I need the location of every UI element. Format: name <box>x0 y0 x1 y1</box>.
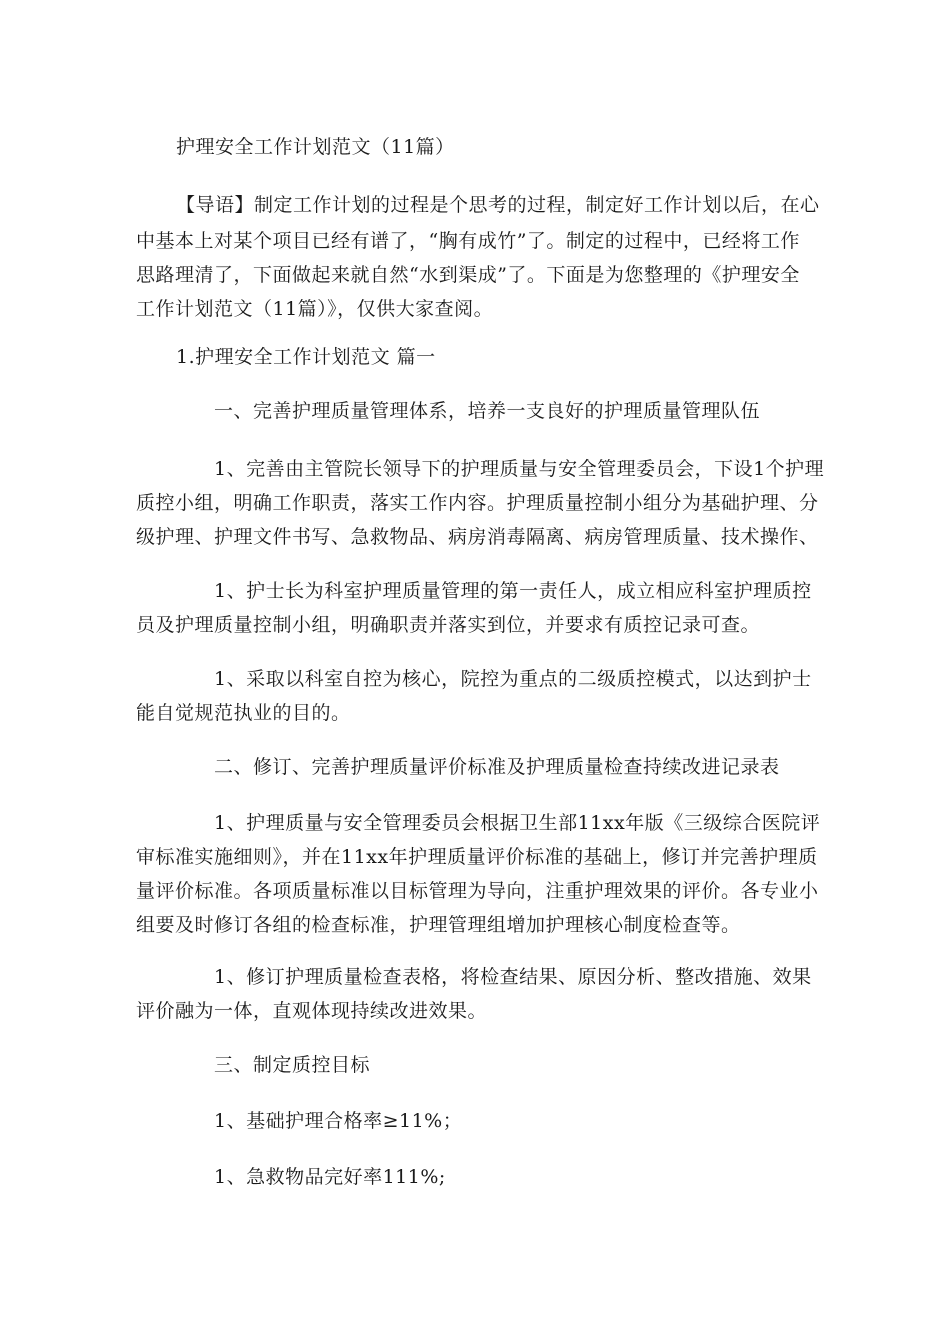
intro-line: 中基本上对某个项目已经有谱了，“胸有成竹”了。制定的过程中，已经将工作 <box>136 230 800 252</box>
paragraph-line: 1、护士长为科室护理质量管理的第一责任人，成立相应科室护理质控 <box>214 580 812 602</box>
paragraph-line: 1、采取以科室自控为核心，院控为重点的二级质控模式，以达到护士 <box>214 668 812 690</box>
paragraph-line: 1、修订护理质量检查表格，将检查结果、原因分析、整改措施、效果 <box>214 966 812 988</box>
paragraph-line: 评价融为一体，直观体现持续改进效果。 <box>136 1000 488 1022</box>
intro-line: 思路理清了，下面做起来就自然“水到渠成”了。下面是为您整理的《护理安全 <box>136 264 800 286</box>
list-item: 1、基础护理合格率≥11%； <box>214 1110 463 1132</box>
paragraph-line: 1、完善由主管院长领导下的护理质量与安全管理委员会，下设1个护理 <box>214 458 825 480</box>
part3-heading: 三、制定质控目标 <box>214 1054 371 1076</box>
paragraph-line: 量评价标准。各项质量标准以目标管理为导向，注重护理效果的评价。各专业小 <box>136 880 819 902</box>
paragraph-line: 级护理、护理文件书写、急救物品、病房消毒隔离、病房管理质量、技术操作、 <box>136 526 819 548</box>
paragraph-line: 1、护理质量与安全管理委员会根据卫生部11xx年版《三级综合医院评 <box>214 812 821 834</box>
paragraph-line: 能自觉规范执业的目的。 <box>136 702 351 724</box>
paragraph-line: 组要及时修订各组的检查标准，护理管理组增加护理核心制度检查等。 <box>136 914 741 936</box>
paragraph-line: 审标准实施细则》，并在11xx年护理质量评价标准的基础上，修订并完善护理质 <box>136 846 818 868</box>
list-item: 1、急救物品完好率111%; <box>214 1166 446 1188</box>
intro-line: 工作计划范文（11篇）》，仅供大家查阅。 <box>136 298 494 320</box>
paragraph-line: 质控小组，明确工作职责，落实工作内容。护理质量控制小组分为基础护理、分 <box>136 492 819 514</box>
part2-heading: 二、修订、完善护理质量评价标准及护理质量检查持续改进记录表 <box>214 756 780 778</box>
part1-heading: 一、完善护理质量管理体系，培养一支良好的护理质量管理队伍 <box>214 400 761 422</box>
document-title: 护理安全工作计划范文（11篇） <box>176 136 455 158</box>
intro-line: 【导语】制定工作计划的过程是个思考的过程，制定好工作计划以后，在心 <box>176 194 820 216</box>
section-heading: 1.护理安全工作计划范文 篇一 <box>176 346 436 368</box>
paragraph-line: 员及护理质量控制小组，明确职责并落实到位，并要求有质控记录可查。 <box>136 614 761 636</box>
